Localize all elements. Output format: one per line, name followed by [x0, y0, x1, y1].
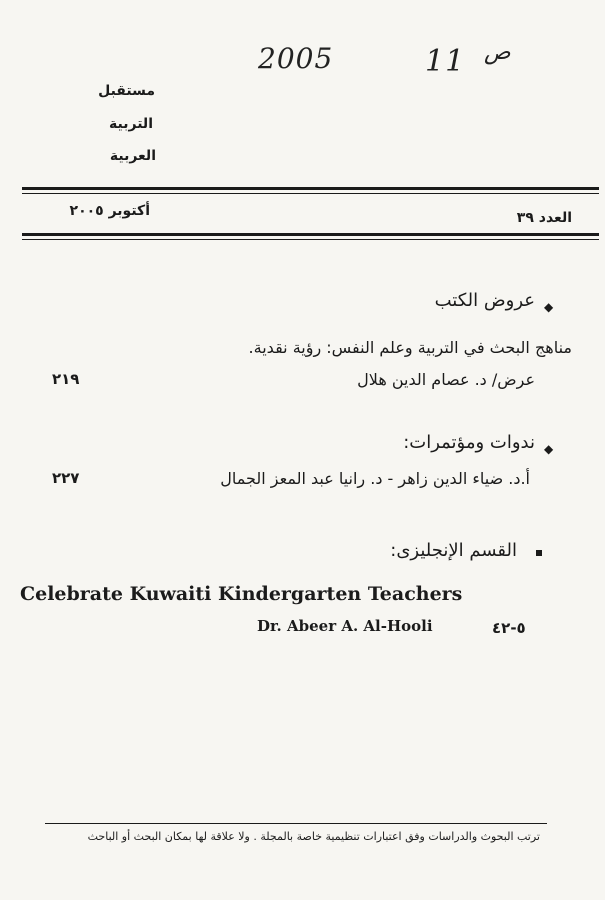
english-article-title: Celebrate Kuwaiti Kindergarten Teachers: [20, 583, 463, 605]
section-title-book-reviews: عروض الكتب: [434, 290, 535, 311]
diamond-bullet-icon: ◆: [544, 442, 554, 456]
handwritten-symbol: ص: [484, 40, 511, 65]
top-rule-thin: [22, 193, 599, 194]
handwritten-issue-mark: 11: [425, 44, 466, 79]
masthead-line-2: التربية: [109, 116, 153, 132]
masthead-line-3: العربية: [109, 148, 156, 164]
section-title-seminars: ندوات ومؤتمرات:: [403, 432, 535, 453]
book-review-title: مناهج البحث في التربية وعلم النفس: رؤية نقدية.: [248, 338, 572, 357]
handwritten-year: 2005: [258, 42, 334, 75]
section-title-english: القسم الإنجليزى:: [390, 540, 517, 561]
footnote-text: ترتب البحوث والدراسات وفق اعتبارات تنظيمية خاصة بالمجلة . ولا علاقة لها بمكان البحث أو الباحث: [87, 830, 540, 843]
issue-number: العدد ٣٩: [516, 210, 572, 226]
diamond-bullet-icon: ◆: [544, 300, 554, 314]
bottom-rule-thin: [22, 239, 599, 240]
bottom-rule-thick: [22, 233, 599, 236]
square-bullet-icon: [536, 550, 542, 556]
seminar-page: ٢٢٧: [52, 469, 80, 487]
masthead-line-1: مستقبل: [98, 83, 155, 99]
english-article-author: Dr. Abeer A. Al-Hooli: [257, 617, 433, 635]
book-review-author: عرض/ د. عصام الدين هلال: [357, 370, 535, 389]
english-article-pages: ٥-٤٢: [492, 619, 526, 637]
footnote-rule: [45, 823, 547, 824]
issue-date: أكتوبر ٢٠٠٥: [69, 203, 150, 219]
seminar-authors: أ.د. ضياء الدين زاهر - د. رانيا عبد المعز الجمال: [220, 469, 530, 488]
top-rule-thick: [22, 187, 599, 190]
book-review-page: ٢١٩: [52, 370, 80, 388]
